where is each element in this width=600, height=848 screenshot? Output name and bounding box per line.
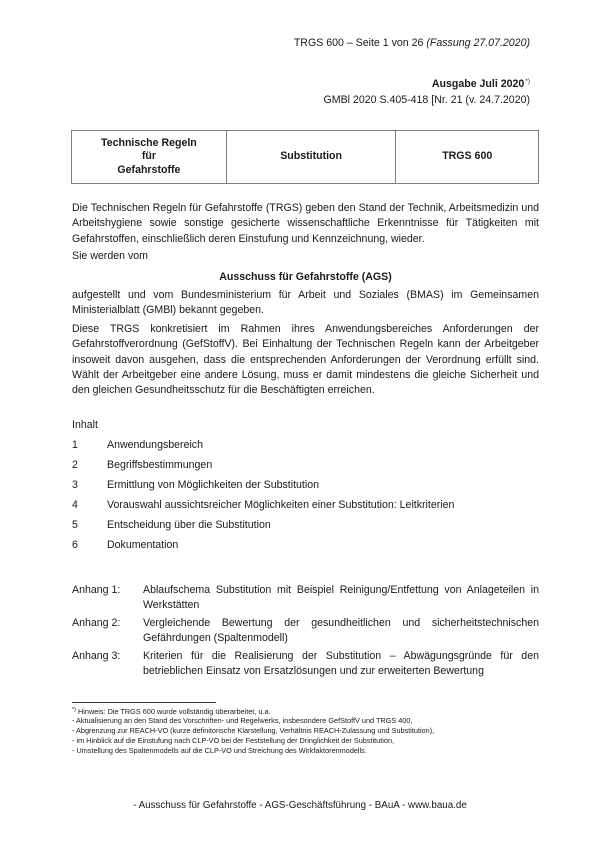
toc-item-label: Anwendungsbereich — [107, 439, 204, 451]
toc-item-number: 5 — [72, 519, 78, 531]
annex-text: Kriterien für die Realisierung der Substitution – Abwägungsgründe für den betrieblichen Einsatz von Ersatzlösungen und zur erweiterten Bewertung — [143, 650, 539, 677]
committee-name: Ausschuss für Gefahrstoffe (AGS) — [219, 271, 392, 283]
publication-paragraph: aufgestellt und vom Bundesministerium für Arbeit und Soziales (BMAS) im Gemeinsamen Ministerialblatt (GMBl) bekannt gegeben. — [72, 289, 539, 317]
annex-item[interactable] — [72, 583, 539, 612]
annex-label: Anhang 1: — [72, 584, 121, 596]
category-line: Technische Regeln — [101, 136, 197, 149]
toc-item-label: Ermittlung von Möglichkeiten der Substitution — [107, 479, 319, 491]
category-line: für — [141, 150, 156, 163]
footnote-line: - im Hinblick auf die Einstufung nach CLP-VO bei der Feststellung der Dringlichkeit der Substitution, — [72, 736, 395, 745]
toc-heading: Inhalt — [72, 419, 98, 431]
intro-paragraph: Die Technischen Regeln für Gefahrstoffe (TRGS) geben den Stand der Technik, Arbeitsmedizin und Arbeitshygiene sowie sonstige gesicherte wissenschaftliche Erkenntnisse für Tätigkeiten mit Gefahrstoffen, einschließlich deren Einstufung und Kennzeichnung, wieder. — [72, 202, 539, 245]
annex-text: Ablaufschema Substitution mit Beispiel Reinigung/Entfettung von Anlageteilen in Werkstätten — [143, 584, 539, 611]
footnote-mark: *) — [72, 707, 76, 713]
toc-item-label: Begriffsbestimmungen — [107, 459, 213, 471]
toc-item[interactable] — [72, 519, 271, 531]
title-table-row — [72, 131, 539, 184]
title-cell-number: TRGS 600 — [396, 131, 539, 184]
title-table — [71, 130, 539, 184]
title-cell-category — [72, 131, 227, 184]
toc-item-number: 3 — [72, 479, 78, 491]
page-footer: - Ausschuss für Gefahrstoffe - AGS-Geschäftsführung - BAuA - www.baua.de — [133, 800, 467, 811]
footnote-line: - Abgrenzung zur REACH-VO (kurze definitorische Klarstellung, Verhältnis REACH-Zulassung und Substitution), — [72, 726, 435, 735]
toc-item-number: 6 — [72, 539, 78, 551]
footnote-separator — [72, 702, 216, 703]
page-info: TRGS 600 – Seite 1 von 26 — [293, 37, 424, 49]
toc-item[interactable] — [72, 439, 203, 451]
annex-text: Vergleichende Bewertung der gesundheitlichen und sicherheitstechnischen Gefährdungen (Spaltenmodell) — [143, 617, 539, 644]
toc-item[interactable] — [72, 539, 178, 551]
toc-item-label: Entscheidung über die Substitution — [107, 519, 271, 531]
footnote-line: - Umstellung des Spaltenmodells auf die CLP-VO und Streichung des Wirkfaktorenmodells. — [72, 746, 367, 755]
annex-label: Anhang 2: — [72, 617, 121, 629]
toc-item[interactable] — [72, 459, 212, 471]
page-header — [294, 37, 530, 49]
category-line: Gefahrstoffe — [117, 163, 181, 176]
toc-item-label: Vorauswahl aussichtsreicher Möglichkeiten einer Substitution: Leitkriterien — [107, 499, 455, 511]
issue-date — [432, 78, 530, 90]
gazette-reference: GMBl 2020 S.405-418 [Nr. 21 (v. 24.7.2020) — [323, 94, 530, 106]
toc-item-label: Dokumentation — [107, 539, 179, 551]
annex-item[interactable] — [72, 649, 539, 678]
issue-label: Ausgabe Juli 2020 — [431, 78, 525, 90]
annex-item[interactable] — [72, 616, 539, 645]
scope-paragraph: Diese TRGS konkretisiert im Rahmen ihres Anwendungsbereiches Anforderungen der Gefahrstoffverordnung (GefStoffV). Bei Einhaltung der Technischen Regeln kann der Arbeitgeber insoweit davon ausgehen, dass die entsprechenden Anforderungen der Verordnung erfüllt sind. Wählt der Arbeitgeber eine andere Lösung, muss er damit mindestens die gleiche Sicherheit und den gleichen Gesundheitsschutz für die Beschäftigten erreichen. — [72, 323, 539, 397]
issued-by-paragraph: Sie werden vom — [72, 250, 148, 262]
toc-item[interactable] — [72, 499, 454, 511]
footnote-line: - Aktualisierung an den Stand des Vorschriften- und Regelwerks, insbesondere GefStoffV und TRGS 400, — [72, 716, 413, 725]
annex-label: Anhang 3: — [72, 650, 121, 662]
toc-item[interactable] — [72, 479, 319, 491]
title-cell-subject: Substitution — [226, 131, 396, 184]
toc-item-number: 4 — [72, 499, 78, 511]
toc-item-number: 2 — [72, 459, 78, 471]
toc-item-number: 1 — [72, 439, 78, 451]
footnote-intro — [72, 706, 542, 717]
version-info: (Fassung 27.07.2020) — [426, 37, 530, 49]
footnote-intro-text: Hinweis: Die TRGS 600 wurde vollständig überarbeitet, u.a. — [75, 707, 271, 716]
issue-footnote-mark: *) — [525, 78, 530, 85]
